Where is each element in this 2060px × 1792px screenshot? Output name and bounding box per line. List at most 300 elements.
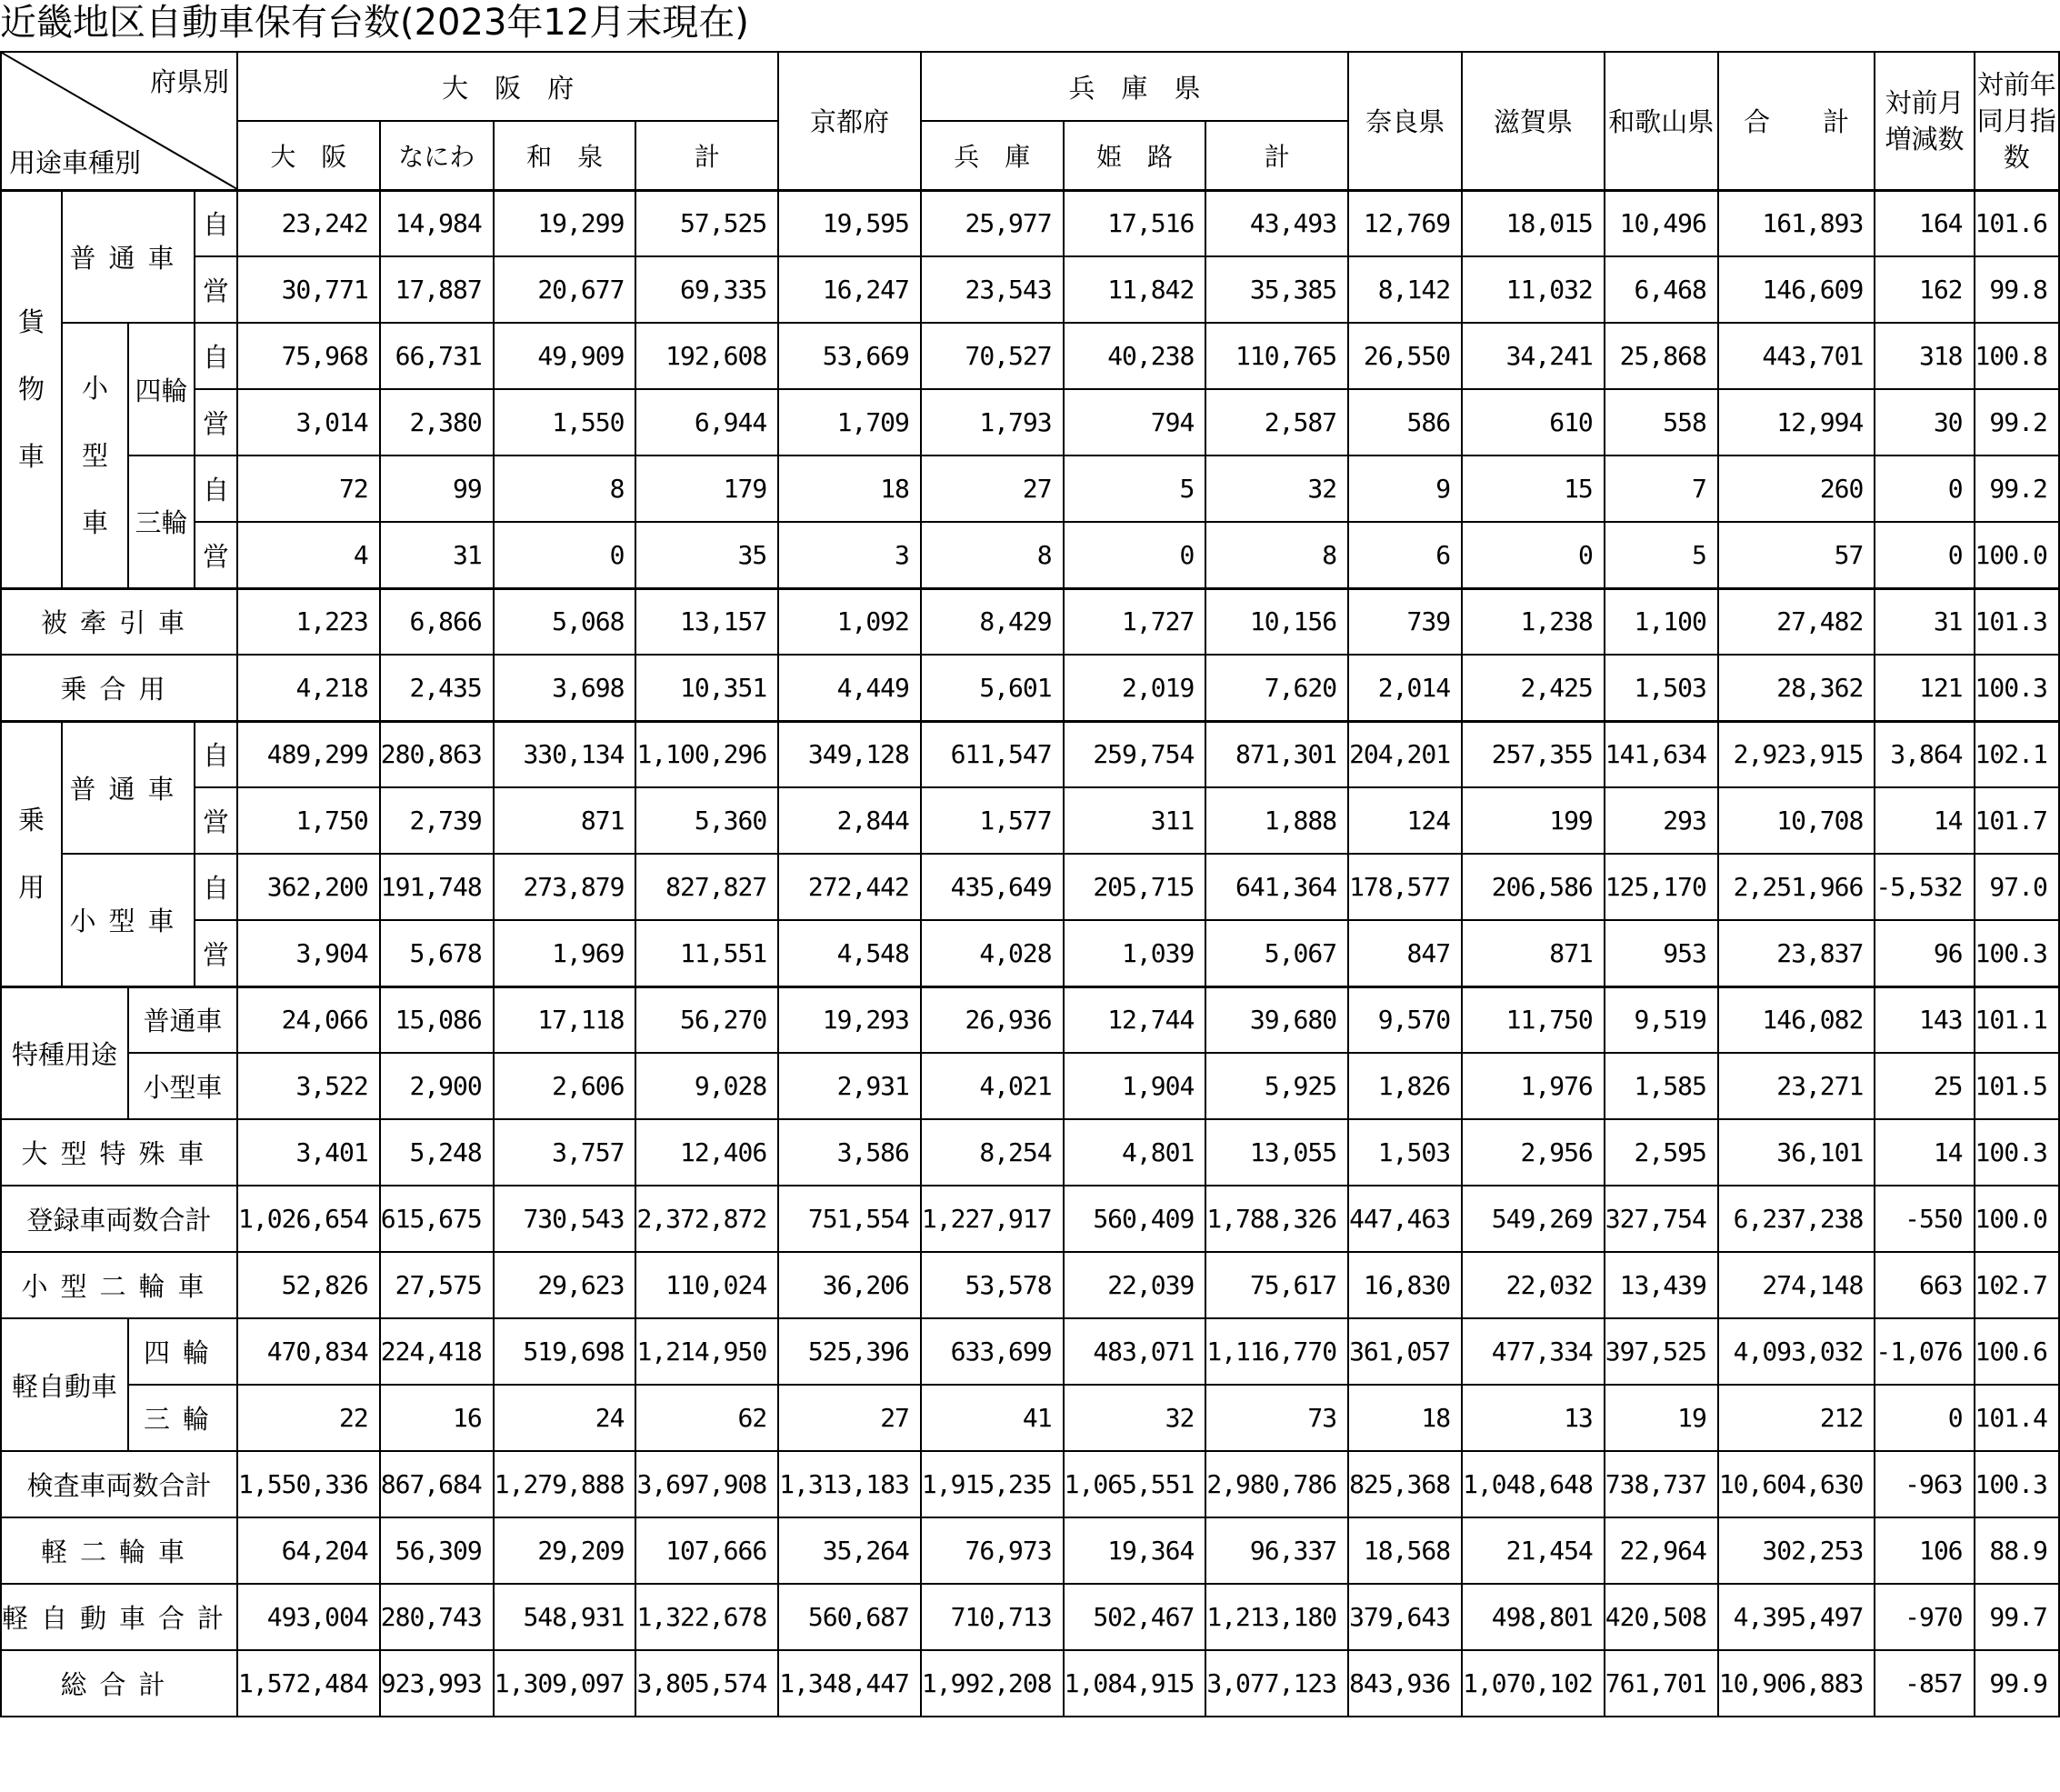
value-cell: 1,279,888 <box>494 1451 636 1517</box>
value-cell: 397,525 <box>1605 1318 1718 1385</box>
value-cell: 41 <box>921 1385 1064 1451</box>
value-cell: 43,493 <box>1205 190 1348 256</box>
label-freight-char: 車 <box>17 441 45 472</box>
value-cell: 1,084,915 <box>1064 1650 1206 1717</box>
value-cell: 141,634 <box>1605 721 1718 787</box>
value-cell: 7,620 <box>1205 655 1348 721</box>
value-cell: 64,204 <box>237 1517 380 1584</box>
value-cell: 8,429 <box>921 588 1064 655</box>
value-cell: 5,360 <box>635 787 778 854</box>
value-cell: 30 <box>1875 389 1974 456</box>
value-cell: 100.3 <box>1975 1119 2059 1186</box>
value-cell: 19,595 <box>778 190 921 256</box>
value-cell: 6 <box>1348 522 1462 588</box>
value-cell: 558 <box>1605 389 1718 456</box>
label-freight <box>1 190 62 588</box>
value-cell: 199 <box>1462 787 1605 854</box>
value-cell: 761,701 <box>1605 1650 1718 1717</box>
value-cell: 493,004 <box>237 1584 380 1650</box>
value-cell: 2,956 <box>1462 1119 1605 1186</box>
label-joyo-kogata: 小型車 <box>62 854 195 986</box>
value-cell: 76,973 <box>921 1517 1064 1584</box>
header-osaka-izumi: 和 泉 <box>494 121 636 190</box>
value-cell: 349,128 <box>778 721 921 787</box>
value-cell: 847 <box>1348 920 1462 986</box>
value-cell: 259,754 <box>1064 721 1206 787</box>
value-cell: -857 <box>1875 1650 1974 1717</box>
value-cell: 1,039 <box>1064 920 1206 986</box>
value-cell: 99.9 <box>1975 1650 2059 1717</box>
value-cell: 32 <box>1064 1385 1206 1451</box>
value-cell: 0 <box>1064 522 1206 588</box>
value-cell: 100.3 <box>1975 655 2059 721</box>
label-tokushu-futsu: 普通車 <box>128 986 237 1053</box>
table-row <box>1 721 2059 787</box>
label-yonrin: 四輪 <box>128 323 195 456</box>
value-cell: 25,977 <box>921 190 1064 256</box>
value-cell: 1,100,296 <box>635 721 778 787</box>
value-cell: 88.9 <box>1975 1517 2059 1584</box>
header-total: 合 計 <box>1718 52 1875 190</box>
value-cell: -1,076 <box>1875 1318 1974 1385</box>
value-cell: 1,888 <box>1205 787 1348 854</box>
header-osaka-naniwa: なにわ <box>380 121 494 190</box>
value-cell: 34,241 <box>1462 323 1605 389</box>
label-ei: 営 <box>195 920 237 986</box>
label-tokushu: 特種用途 <box>1 986 128 1119</box>
value-cell: 4,218 <box>237 655 380 721</box>
value-cell: 641,364 <box>1205 854 1348 920</box>
value-cell: 22 <box>237 1385 380 1451</box>
table-row <box>1 986 2059 1053</box>
value-cell: 4,093,032 <box>1718 1318 1875 1385</box>
header-mom-line2: 増減数 <box>1885 123 1965 155</box>
value-cell: 274,148 <box>1718 1252 1875 1318</box>
value-cell: 8,254 <box>921 1119 1064 1186</box>
value-cell: 10,156 <box>1205 588 1348 655</box>
value-cell: 15,086 <box>380 986 494 1053</box>
label-kensa-total: 検査車両数合計 <box>1 1451 237 1517</box>
value-cell: 23,543 <box>921 256 1064 323</box>
value-cell: 1,826 <box>1348 1053 1462 1119</box>
value-cell: 3,077,123 <box>1205 1650 1348 1717</box>
header-corner <box>1 52 237 190</box>
value-cell: 146,609 <box>1718 256 1875 323</box>
value-cell: 19,364 <box>1064 1517 1206 1584</box>
table-row <box>1 1119 2059 1186</box>
value-cell: 4,548 <box>778 920 921 986</box>
value-cell: 24,066 <box>237 986 380 1053</box>
value-cell: 56,270 <box>635 986 778 1053</box>
table-row <box>1 1650 2059 1717</box>
value-cell: 843,936 <box>1348 1650 1462 1717</box>
value-cell: 53,578 <box>921 1252 1064 1318</box>
value-cell: 146,082 <box>1718 986 1875 1053</box>
value-cell: 20,677 <box>494 256 636 323</box>
value-cell: 17,118 <box>494 986 636 1053</box>
header-mom <box>1875 52 1974 190</box>
value-cell: 280,743 <box>380 1584 494 1650</box>
value-cell: 22,039 <box>1064 1252 1206 1318</box>
table-row <box>1 1584 2059 1650</box>
value-cell: 871 <box>494 787 636 854</box>
value-cell: 10,906,883 <box>1718 1650 1875 1717</box>
value-cell: 18,568 <box>1348 1517 1462 1584</box>
value-cell: 35 <box>635 522 778 588</box>
value-cell: 9 <box>1348 456 1462 522</box>
value-cell: 3 <box>778 522 921 588</box>
value-cell: 52,826 <box>237 1252 380 1318</box>
value-cell: 21,454 <box>1462 1517 1605 1584</box>
value-cell: 17,516 <box>1064 190 1206 256</box>
value-cell: 1,213,180 <box>1205 1584 1348 1650</box>
value-cell: 525,396 <box>778 1318 921 1385</box>
value-cell: 5 <box>1605 522 1718 588</box>
value-cell: 10,604,630 <box>1718 1451 1875 1517</box>
value-cell: 633,699 <box>921 1318 1064 1385</box>
value-cell: 192,608 <box>635 323 778 389</box>
value-cell: -963 <box>1875 1451 1974 1517</box>
value-cell: 3,904 <box>237 920 380 986</box>
label-freight-kogata-char: 車 <box>81 506 108 538</box>
label-kei-sanrin: 三輪 <box>128 1385 237 1451</box>
value-cell: 2,425 <box>1462 655 1605 721</box>
value-cell: 1,709 <box>778 389 921 456</box>
header-kyoto: 京都府 <box>778 52 921 190</box>
value-cell: 164 <box>1875 190 1974 256</box>
value-cell: 311 <box>1064 787 1206 854</box>
value-cell: 1,116,770 <box>1205 1318 1348 1385</box>
value-cell: 27 <box>921 456 1064 522</box>
value-cell: 1,727 <box>1064 588 1206 655</box>
value-cell: 2,739 <box>380 787 494 854</box>
value-cell: 125,170 <box>1605 854 1718 920</box>
value-cell: 4,021 <box>921 1053 1064 1119</box>
value-cell: 96 <box>1875 920 1974 986</box>
header-nara: 奈良県 <box>1348 52 1462 190</box>
value-cell: 477,334 <box>1462 1318 1605 1385</box>
value-cell: 1,322,678 <box>635 1584 778 1650</box>
value-cell: 489,299 <box>237 721 380 787</box>
header-yoy-line1: 対前年 <box>1976 68 2056 100</box>
value-cell: 25,868 <box>1605 323 1718 389</box>
value-cell: 483,071 <box>1064 1318 1206 1385</box>
value-cell: 586 <box>1348 389 1462 456</box>
value-cell: 443,701 <box>1718 323 1875 389</box>
value-cell: 1,070,102 <box>1462 1650 1605 1717</box>
header-mom-line1: 対前月 <box>1885 86 1965 118</box>
value-cell: 1,969 <box>494 920 636 986</box>
value-cell: 1,550,336 <box>237 1451 380 1517</box>
value-cell: 498,801 <box>1462 1584 1605 1650</box>
value-cell: 27,575 <box>380 1252 494 1318</box>
value-cell: 11,551 <box>635 920 778 986</box>
value-cell: 2,372,872 <box>635 1186 778 1252</box>
value-cell: 224,418 <box>380 1318 494 1385</box>
value-cell: 110,765 <box>1205 323 1348 389</box>
value-cell: 0 <box>1875 456 1974 522</box>
value-cell: 825,368 <box>1348 1451 1462 1517</box>
value-cell: 40,238 <box>1064 323 1206 389</box>
value-cell: 73 <box>1205 1385 1348 1451</box>
label-joyo-char: 乗 <box>17 805 45 836</box>
value-cell: 12,994 <box>1718 389 1875 456</box>
value-cell: 100.8 <box>1975 323 2059 389</box>
value-cell: 1,100 <box>1605 588 1718 655</box>
value-cell: 318 <box>1875 323 1974 389</box>
value-cell: 327,754 <box>1605 1186 1718 1252</box>
value-cell: 3,697,908 <box>635 1451 778 1517</box>
value-cell: 1,223 <box>237 588 380 655</box>
header-yoy <box>1975 52 2059 190</box>
value-cell: 560,409 <box>1064 1186 1206 1252</box>
value-cell: 16 <box>380 1385 494 1451</box>
value-cell: 5,067 <box>1205 920 1348 986</box>
value-cell: 1,026,654 <box>237 1186 380 1252</box>
value-cell: 96,337 <box>1205 1517 1348 1584</box>
value-cell: 1,503 <box>1605 655 1718 721</box>
value-cell: 97.0 <box>1975 854 2059 920</box>
header-osaka-osaka: 大 阪 <box>237 121 380 190</box>
value-cell: 3,522 <box>237 1053 380 1119</box>
value-cell: 57 <box>1718 522 1875 588</box>
table-row <box>1 256 2059 323</box>
value-cell: 75,617 <box>1205 1252 1348 1318</box>
table-row <box>1 1517 2059 1584</box>
value-cell: 3,014 <box>237 389 380 456</box>
value-cell: 0 <box>1875 1385 1974 1451</box>
value-cell: 179 <box>635 456 778 522</box>
corner-category-label: 用途車種別 <box>9 146 142 178</box>
value-cell: 1,313,183 <box>778 1451 921 1517</box>
table-row <box>1 588 2059 655</box>
value-cell: 99.2 <box>1975 456 2059 522</box>
value-cell: 871,301 <box>1205 721 1348 787</box>
value-cell: 13 <box>1462 1385 1605 1451</box>
value-cell: 611,547 <box>921 721 1064 787</box>
value-cell: 102.1 <box>1975 721 2059 787</box>
value-cell: 100.0 <box>1975 522 2059 588</box>
value-cell: 1,550 <box>494 389 636 456</box>
value-cell: 3,864 <box>1875 721 1974 787</box>
value-cell: 178,577 <box>1348 854 1462 920</box>
value-cell: 2,900 <box>380 1053 494 1119</box>
value-cell: 18 <box>778 456 921 522</box>
table-row <box>1 1318 2059 1385</box>
table-row <box>1 920 2059 986</box>
value-cell: 3,698 <box>494 655 636 721</box>
value-cell: 110,024 <box>635 1252 778 1318</box>
table-row <box>1 854 2059 920</box>
table-row <box>1 522 2059 588</box>
value-cell: 36,101 <box>1718 1119 1875 1186</box>
label-kei-total: 軽自動車合計 <box>1 1584 237 1650</box>
label-joyo-char: 用 <box>17 872 45 903</box>
value-cell: -970 <box>1875 1584 1974 1650</box>
value-cell: -5,532 <box>1875 854 1974 920</box>
corner-prefecture-label: 府県別 <box>150 66 230 97</box>
value-cell: 302,253 <box>1718 1517 1875 1584</box>
value-cell: 0 <box>494 522 636 588</box>
value-cell: 99.8 <box>1975 256 2059 323</box>
value-cell: 794 <box>1064 389 1206 456</box>
value-cell: 100.0 <box>1975 1186 2059 1252</box>
value-cell: 1,788,326 <box>1205 1186 1348 1252</box>
value-cell: 1,214,950 <box>635 1318 778 1385</box>
value-cell: 1,065,551 <box>1064 1451 1206 1517</box>
value-cell: 121 <box>1875 655 1974 721</box>
table-row <box>1 323 2059 389</box>
value-cell: 362,200 <box>237 854 380 920</box>
table-row <box>1 1053 2059 1119</box>
label-freight-kogata <box>62 323 128 588</box>
value-cell: 12,406 <box>635 1119 778 1186</box>
label-ji: 自 <box>195 854 237 920</box>
header-wakayama: 和歌山県 <box>1605 52 1718 190</box>
value-cell: 19 <box>1605 1385 1718 1451</box>
label-joyo-futsu: 普通車 <box>62 721 195 854</box>
value-cell: 99.7 <box>1975 1584 2059 1650</box>
value-cell: 212 <box>1718 1385 1875 1451</box>
value-cell: 1,572,484 <box>237 1650 380 1717</box>
value-cell: 19,293 <box>778 986 921 1053</box>
label-ogata-tokushu: 大型特殊車 <box>1 1119 237 1186</box>
value-cell: 1,585 <box>1605 1053 1718 1119</box>
header-hyogo-sum: 計 <box>1205 121 1348 190</box>
value-cell: 26,550 <box>1348 323 1462 389</box>
value-cell: 31 <box>1875 588 1974 655</box>
value-cell: 72 <box>237 456 380 522</box>
value-cell: 205,715 <box>1064 854 1206 920</box>
value-cell: 5,601 <box>921 655 1064 721</box>
label-ei: 営 <box>195 522 237 588</box>
value-cell: 6,944 <box>635 389 778 456</box>
value-cell: 1,092 <box>778 588 921 655</box>
value-cell: 2,980,786 <box>1205 1451 1348 1517</box>
value-cell: 16,247 <box>778 256 921 323</box>
value-cell: 3,401 <box>237 1119 380 1186</box>
value-cell: 204,201 <box>1348 721 1462 787</box>
header-yoy-line2: 同月指数 <box>1976 105 2056 173</box>
value-cell: 2,019 <box>1064 655 1206 721</box>
value-cell: 29,209 <box>494 1517 636 1584</box>
value-cell: 12,769 <box>1348 190 1462 256</box>
value-cell: 6,237,238 <box>1718 1186 1875 1252</box>
value-cell: 23,242 <box>237 190 380 256</box>
value-cell: 710,713 <box>921 1584 1064 1650</box>
value-cell: 23,837 <box>1718 920 1875 986</box>
label-noriai: 乗合用 <box>1 655 237 721</box>
value-cell: 610 <box>1462 389 1605 456</box>
value-cell: 1,750 <box>237 787 380 854</box>
value-cell: 2,435 <box>380 655 494 721</box>
value-cell: 10,351 <box>635 655 778 721</box>
value-cell: 9,028 <box>635 1053 778 1119</box>
value-cell: 1,227,917 <box>921 1186 1064 1252</box>
label-ei: 営 <box>195 256 237 323</box>
value-cell: 3,586 <box>778 1119 921 1186</box>
value-cell: 11,842 <box>1064 256 1206 323</box>
label-kei: 軽自動車 <box>1 1318 128 1451</box>
value-cell: 23,271 <box>1718 1053 1875 1119</box>
table-row <box>1 389 2059 456</box>
value-cell: 361,057 <box>1348 1318 1462 1385</box>
value-cell: 4,395,497 <box>1718 1584 1875 1650</box>
value-cell: 4,801 <box>1064 1119 1206 1186</box>
value-cell: 0 <box>1462 522 1605 588</box>
label-ji: 自 <box>195 456 237 522</box>
value-cell: 2,931 <box>778 1053 921 1119</box>
value-cell: 5 <box>1064 456 1206 522</box>
label-joyo <box>1 721 62 986</box>
value-cell: 9,519 <box>1605 986 1718 1053</box>
label-kogata-nirin: 小型二輪車 <box>1 1252 237 1318</box>
value-cell: 2,251,966 <box>1718 854 1875 920</box>
value-cell: -550 <box>1875 1186 1974 1252</box>
vehicle-ownership-table <box>0 51 2060 1717</box>
value-cell: 14 <box>1875 787 1974 854</box>
value-cell: 5,248 <box>380 1119 494 1186</box>
value-cell: 260 <box>1718 456 1875 522</box>
value-cell: 18 <box>1348 1385 1462 1451</box>
value-cell: 615,675 <box>380 1186 494 1252</box>
value-cell: 49,909 <box>494 323 636 389</box>
label-ei: 営 <box>195 389 237 456</box>
value-cell: 99 <box>380 456 494 522</box>
label-grand-total: 総合計 <box>1 1650 237 1717</box>
label-ji: 自 <box>195 190 237 256</box>
value-cell: 4 <box>237 522 380 588</box>
value-cell: 1,992,208 <box>921 1650 1064 1717</box>
value-cell: 272,442 <box>778 854 921 920</box>
value-cell: 22,964 <box>1605 1517 1718 1584</box>
table-row <box>1 1186 2059 1252</box>
table-row <box>1 1385 2059 1451</box>
value-cell: 75,968 <box>237 323 380 389</box>
table-row <box>1 1451 2059 1517</box>
value-cell: 143 <box>1875 986 1974 1053</box>
value-cell: 30,771 <box>237 256 380 323</box>
label-freight-char: 貨 <box>17 306 45 337</box>
value-cell: 101.5 <box>1975 1053 2059 1119</box>
value-cell: 206,586 <box>1462 854 1605 920</box>
value-cell: 2,606 <box>494 1053 636 1119</box>
value-cell: 1,577 <box>921 787 1064 854</box>
value-cell: 5,068 <box>494 588 636 655</box>
table-row <box>1 655 2059 721</box>
value-cell: 70,527 <box>921 323 1064 389</box>
label-tokushu-kogata: 小型車 <box>128 1053 237 1119</box>
value-cell: 32 <box>1205 456 1348 522</box>
value-cell: 293 <box>1605 787 1718 854</box>
value-cell: 549,269 <box>1462 1186 1605 1252</box>
value-cell: 12,744 <box>1064 986 1206 1053</box>
value-cell: 1,793 <box>921 389 1064 456</box>
value-cell: 5,925 <box>1205 1053 1348 1119</box>
value-cell: 2,923,915 <box>1718 721 1875 787</box>
value-cell: 101.6 <box>1975 190 2059 256</box>
value-cell: 15 <box>1462 456 1605 522</box>
value-cell: 18,015 <box>1462 190 1605 256</box>
value-cell: 99.2 <box>1975 389 2059 456</box>
value-cell: 27 <box>778 1385 921 1451</box>
value-cell: 1,503 <box>1348 1119 1462 1186</box>
value-cell: 1,904 <box>1064 1053 1206 1119</box>
value-cell: 26,936 <box>921 986 1064 1053</box>
value-cell: 35,385 <box>1205 256 1348 323</box>
value-cell: 330,134 <box>494 721 636 787</box>
value-cell: 1,309,097 <box>494 1650 636 1717</box>
